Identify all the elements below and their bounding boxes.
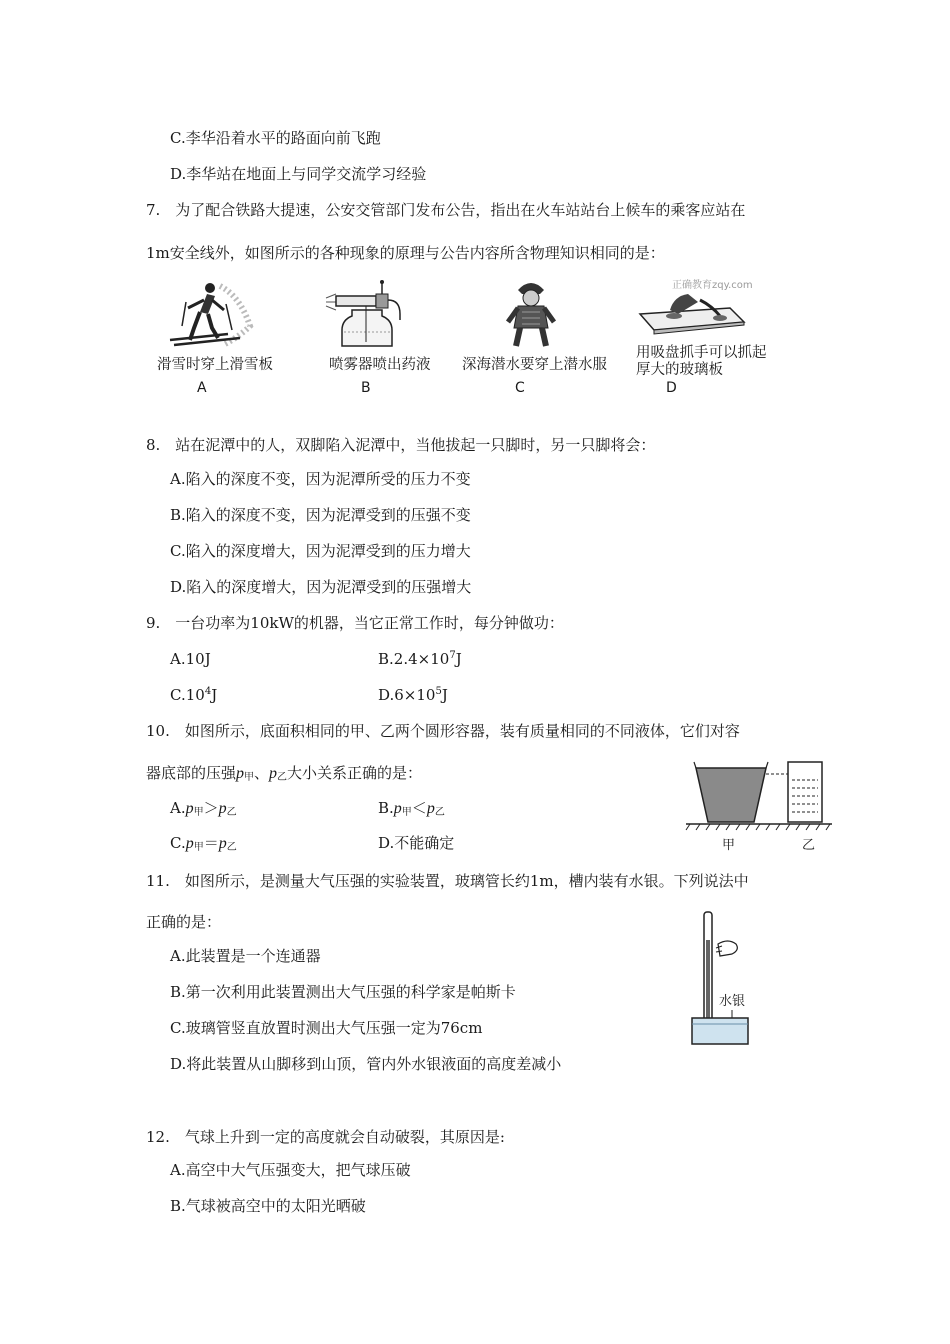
q7-label-b: B [361,380,371,396]
q6-option-c: C.李华沿着水平的路面向前飞跑 [170,129,381,147]
watermark-text: 正确教育zqy.com [672,280,753,291]
q8-option-b: B.陷入的深度不变，因为泥潭受到的压强不变 [170,506,471,524]
q8-stem: 8. 站在泥潭中的人，双脚陷入泥潭中，当他拔起一只脚时，另一只脚将会： [146,436,656,454]
diver-figure [496,278,566,350]
q9-option-d: $D.6\times 10^5J$ [378,686,448,704]
q10-option-a: $A.p_甲>p_乙$ [170,799,237,818]
fig-label-mercury: 水银 [719,994,746,1009]
q7-label-c: C [515,380,525,396]
q7-caption-d-line1: 用吸盘抓手可以抓起 [636,345,767,361]
q10-option-b: $B.p_甲<p_乙$ [378,799,445,818]
q9-stem: 9. 一台功率为10kW的机器，当它正常工作时，每分钟做功： [146,614,564,632]
q7-caption-b: 喷雾器喷出药液 [329,357,431,373]
q8-option-d: D.陷入的深度增大，因为泥潭受到的压强增大 [170,578,472,596]
q11-option-b: B.第一次利用此装置测出大气压强的科学家是帕斯卡 [170,983,516,1001]
q8-option-a: A.陷入的深度不变，因为泥潭所受的压力不变 [170,470,471,488]
q11-stem-line2: 正确的是： [146,913,222,931]
q10-option-c: $C.p_甲=p_乙$ [170,834,237,853]
fig-label-jia: 甲 [722,838,736,853]
q12-option-b: B.气球被高空中的太阳光晒破 [170,1197,366,1215]
suction-cup-figure [630,288,750,336]
q10-stem-line1: 10. 如图所示，底面积相同的甲、乙两个圆形容器，装有质量相同的不同液体，它们对容 [146,722,740,740]
fig-label-yi: 乙 [802,838,816,853]
skier-figure [160,278,260,348]
q7-caption-c: 深海潜水要穿上潜水服 [462,357,607,373]
containers-figure [684,760,834,832]
q7-caption-a: 滑雪时穿上滑雪板 [157,357,273,373]
q9-option-a: A.10J [170,650,211,668]
q12-stem: 12. 气球上升到一定的高度就会自动破裂，其原因是: [146,1128,505,1146]
q11-stem-line1: 11. 如图所示，是测量大气压强的实验装置，玻璃管长约1m，槽内装有水银。下列说法中 [146,872,749,890]
q6-option-d: D.李华站在地面上与同学交流学习经验 [170,165,427,183]
q7-stem-line2: 1m安全线外，如图所示的各种现象的原理与公告内容所含物理知识相同的是： [146,244,665,262]
q10-stem-line2: 器底部的压强$p_甲$、$p_乙$大小关系正确的是： [146,764,423,783]
q7-label-a: A [197,380,207,396]
q7-stem-line1: 7. 为了配合铁路大提速，公安交管部门发布公告，指出在火车站站台上候车的乘客应站在 [146,201,746,219]
q7-caption-d-line2: 厚大的玻璃板 [636,362,723,378]
q9-option-c: $C.10^4J$ [170,686,218,704]
sprayer-figure [322,280,412,350]
q10-option-d: D.不能确定 [378,834,455,852]
q7-label-d: D [666,380,677,396]
q8-option-c: C.陷入的深度增大，因为泥潭受到的压力增大 [170,542,471,560]
q9-option-b: $B.2.4\times 10^7J$ [378,650,462,668]
q11-option-d: D.将此装置从山脚移到山顶，管内外水银液面的高度差减小 [170,1055,562,1073]
q12-option-a: A.高空中大气压强变大，把气球压破 [170,1161,411,1179]
barometer-figure [688,910,752,1048]
q11-option-a: A.此装置是一个连通器 [170,947,321,965]
q11-option-c: C.玻璃管竖直放置时测出大气压强一定为76cm [170,1019,483,1037]
